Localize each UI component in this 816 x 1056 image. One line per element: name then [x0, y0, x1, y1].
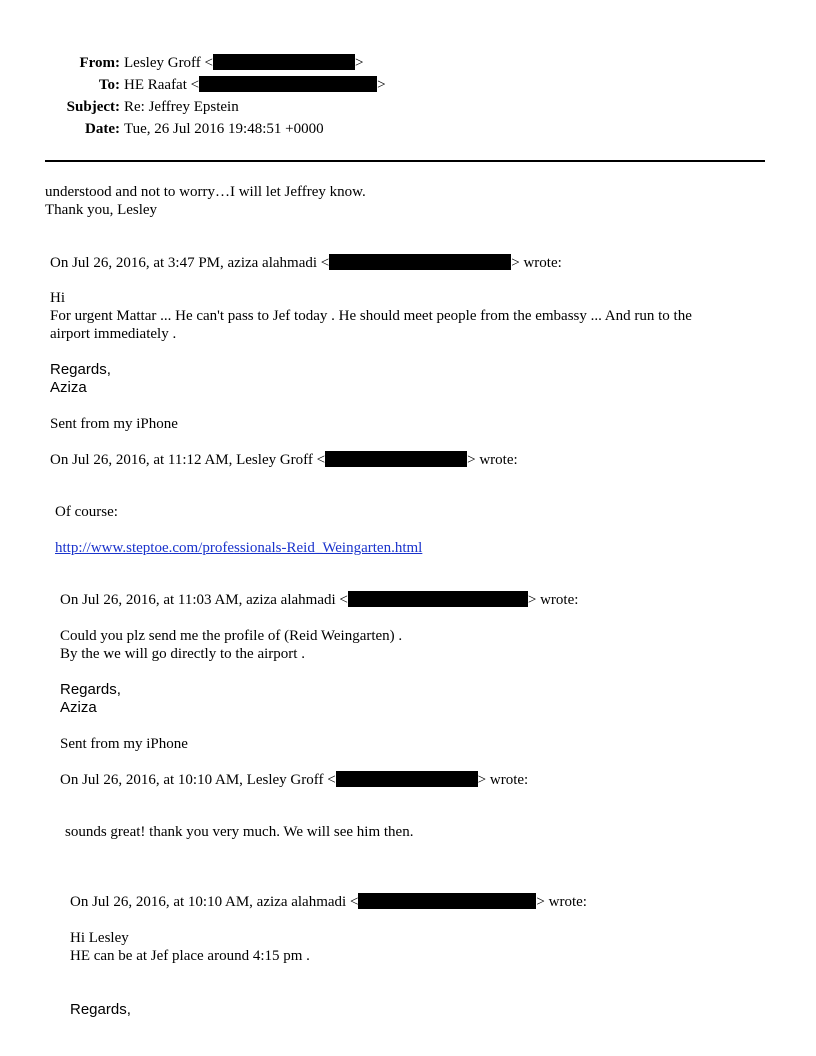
redaction-block: [336, 771, 478, 787]
redaction-block: [199, 76, 377, 92]
quote-text: For urgent Mattar ... He can't pass to Jef today . He should meet people from the embassy ... And run to the: [50, 308, 692, 324]
signature-name: Aziza: [60, 699, 97, 716]
quote-attribution: On Jul 26, 2016, at 3:47 PM, aziza alahmadi < > wrote:: [50, 255, 562, 271]
quote-attribution: On Jul 26, 2016, at 10:10 AM, Lesley Groff < > wrote:: [60, 772, 529, 788]
quote-text: Hi Lesley: [70, 930, 129, 946]
from-name: Lesley Groff <: [124, 55, 213, 71]
quote-text: HE can be at Jef place around 4:15 pm .: [70, 948, 310, 964]
date-label: Date:: [85, 121, 120, 137]
sent-from-line: Sent from my iPhone: [60, 736, 188, 752]
quote-text: Of course:: [55, 504, 118, 520]
quote-text: By the we will go directly to the airport .: [60, 646, 305, 662]
from-label: From:: [79, 55, 120, 71]
quote-text: Hi: [50, 290, 65, 306]
body-line-2: Thank you, Lesley: [45, 202, 158, 218]
body-line-1: understood and not to worry…I will let Jeffrey know.: [45, 184, 366, 200]
steptoe-link[interactable]: http://www.steptoe.com/professionals-Reid_Weingarten.html: [55, 540, 423, 556]
redaction-block: [213, 54, 355, 70]
quote-text: airport immediately .: [50, 326, 177, 342]
signature-regards: Regards,: [70, 1001, 131, 1018]
from-value: Lesley Groff < >: [124, 55, 364, 71]
profile-link[interactable]: [55, 539, 422, 557]
signature-regards: Regards,: [50, 361, 111, 378]
to-value: HE Raafat < >: [124, 77, 386, 93]
signature-name: Aziza: [50, 379, 87, 396]
quote-text: sounds great! thank you very much. We will see him then.: [65, 824, 414, 840]
quote-attribution: On Jul 26, 2016, at 10:10 AM, aziza alahmadi < > wrote:: [70, 894, 587, 910]
to-name: HE Raafat <: [124, 77, 200, 93]
signature-regards: Regards,: [60, 681, 121, 698]
redaction-block: [329, 254, 511, 270]
redaction-block: [325, 451, 467, 467]
header-divider: [45, 160, 765, 162]
redaction-block: [358, 893, 536, 909]
sent-from-line: Sent from my iPhone: [50, 416, 178, 432]
subject-value: Re: Jeffrey Epstein: [124, 99, 239, 115]
quote-attribution: On Jul 26, 2016, at 11:03 AM, aziza alahmadi < > wrote:: [60, 592, 579, 608]
date-value: Tue, 26 Jul 2016 19:48:51 +0000: [124, 121, 324, 137]
quote-attribution: On Jul 26, 2016, at 11:12 AM, Lesley Groff < > wrote:: [50, 452, 518, 468]
to-label: To:: [98, 77, 120, 93]
redaction-block: [348, 591, 528, 607]
subject-label: Subject:: [66, 99, 120, 115]
quote-text: Could you plz send me the profile of (Reid Weingarten) .: [60, 628, 403, 644]
